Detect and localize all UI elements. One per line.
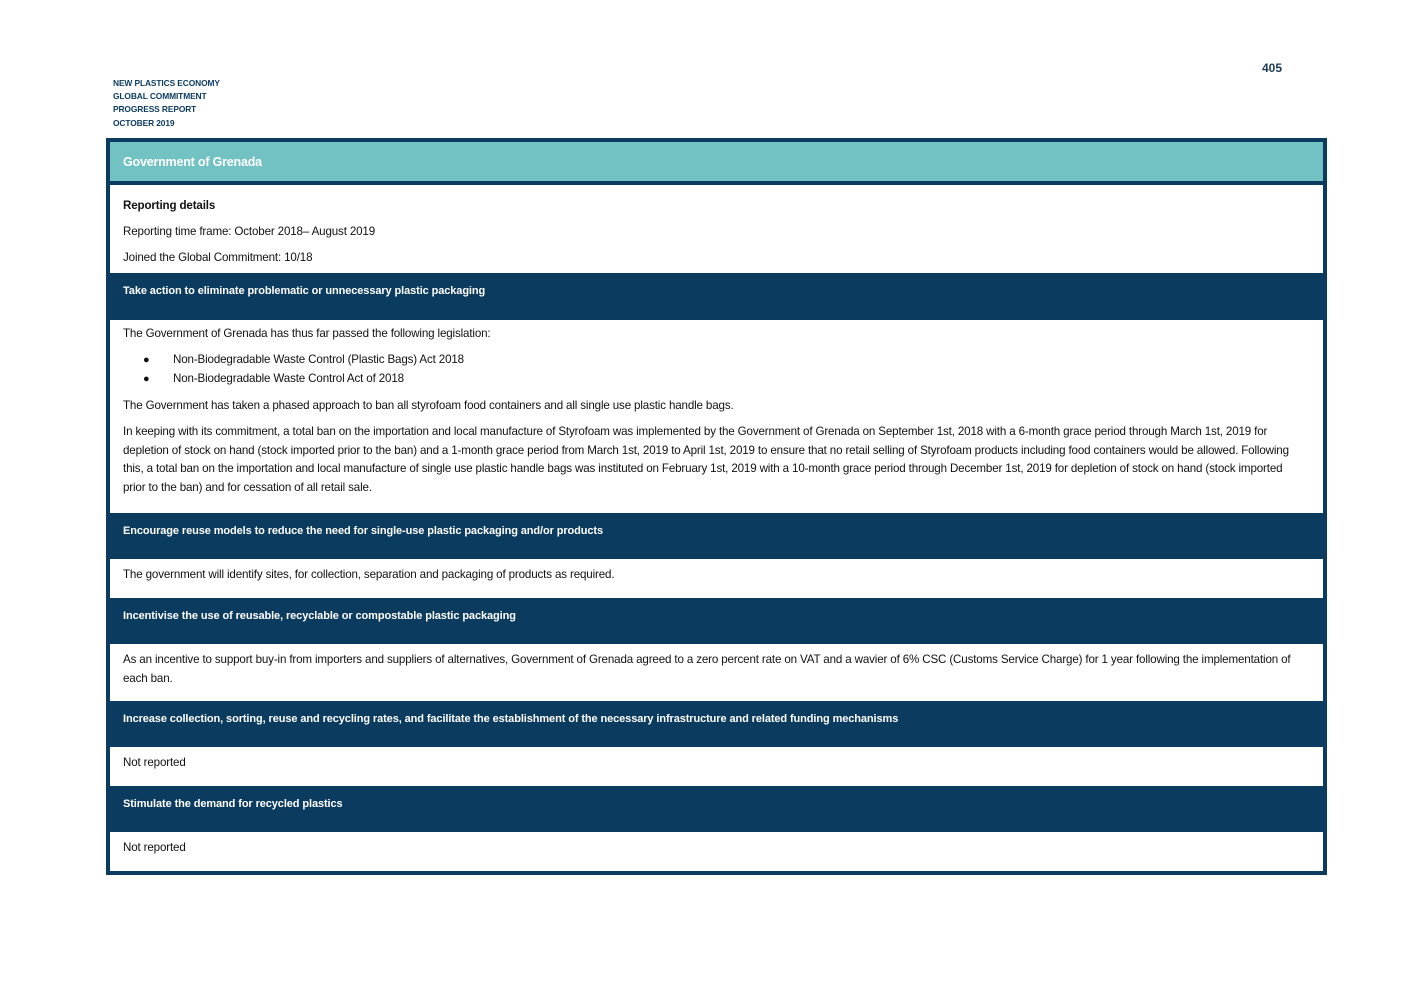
list-item xyxy=(123,370,1303,389)
report-header-line: OCTOBER 2019 xyxy=(113,117,175,128)
section-heading-eliminate: Take action to eliminate problematic or unnecessary plastic packaging xyxy=(110,273,1323,320)
section-heading-collection: Increase collection, sorting, reuse and recycling rates, and facilitate the establishment of the necessary infrastructure and related funding mechanisms xyxy=(110,701,1323,747)
report-header-line: NEW PLASTICS ECONOMY xyxy=(113,78,220,88)
section-body-eliminate xyxy=(110,320,1323,513)
section-body-demand xyxy=(110,832,1323,871)
eliminate-para-1: The Government has taken a phased approach to ban all styrofoam food containers and all single use plastic handle bags. xyxy=(123,398,734,412)
report-header-line: GLOBAL COMMITMENT xyxy=(113,91,207,102)
report-header-line: PROGRESS REPORT xyxy=(113,104,197,115)
section-heading-incentivise: Incentivise the use of reusable, recyclable or compostable plastic packaging xyxy=(110,598,1323,644)
section-heading-reuse: Encourage reuse models to reduce the need for single-use plastic packaging and/or products xyxy=(110,513,1323,559)
bullet-icon: ● xyxy=(143,372,150,385)
list-item-text: Non-Biodegradable Waste Control Act of 2018 xyxy=(173,371,404,385)
section-body-incentivise xyxy=(110,644,1323,701)
eliminate-para-2: In keeping with its commitment, a total ban on the importation and local manufacture of Styrofoam was implemented by the Government of Grenada on September 1st, 2018 with a 6-month grace period through March 1st, 2019 for depletion of stock on hand (stock imported prior to the ban) and a 1-month grace period from March 1st, 2019 to April 1st, 2019 to ensure that no retail selling of Styrofoam products including food containers would be allowed. Following this, a total ban on the importation and local manufacture of single use plastic handle bags was instituted on February 1st, 2019 with a 10-month grace period through December 1st, 2019 for depletion of stock on hand (stock imported prior to the ban) and for cessation of all retail sale. xyxy=(123,425,1289,494)
eliminate-intro: The Government of Grenada has thus far passed the following legislation: xyxy=(123,327,491,340)
list-item-text: Non-Biodegradable Waste Control (Plastic Bags) Act 2018 xyxy=(173,352,464,366)
report-header xyxy=(113,77,220,130)
section-heading-demand: Stimulate the demand for recycled plastics xyxy=(110,786,1323,832)
table-title: Government of Grenada xyxy=(110,142,1323,181)
bullet-icon: ● xyxy=(143,353,150,366)
collection-text: Not reported xyxy=(123,756,186,769)
commitment-table xyxy=(106,138,1327,875)
reporting-time-frame: Reporting time frame: October 2018– August 2019 xyxy=(123,225,376,238)
legislation-list xyxy=(123,351,1303,389)
reporting-details-cell xyxy=(110,185,1323,273)
joined-date: Joined the Global Commitment: 10/18 xyxy=(123,251,313,264)
incentivise-text: As an incentive to support buy-in from importers and suppliers of alternatives, Government of Grenada agreed to a zero percent rate on VAT and a wavier of 6% CSC (Customs Service Charge) for 1 year following the implementation of each ban. xyxy=(123,653,1291,685)
section-body-collection xyxy=(110,747,1323,786)
reporting-details-heading: Reporting details xyxy=(123,199,216,212)
list-item xyxy=(123,351,1303,370)
page-number: 405 xyxy=(1262,61,1283,75)
demand-text: Not reported xyxy=(123,841,186,854)
section-body-reuse xyxy=(110,559,1323,598)
reuse-text: The government will identify sites, for collection, separation and packaging of products as required. xyxy=(123,568,615,581)
